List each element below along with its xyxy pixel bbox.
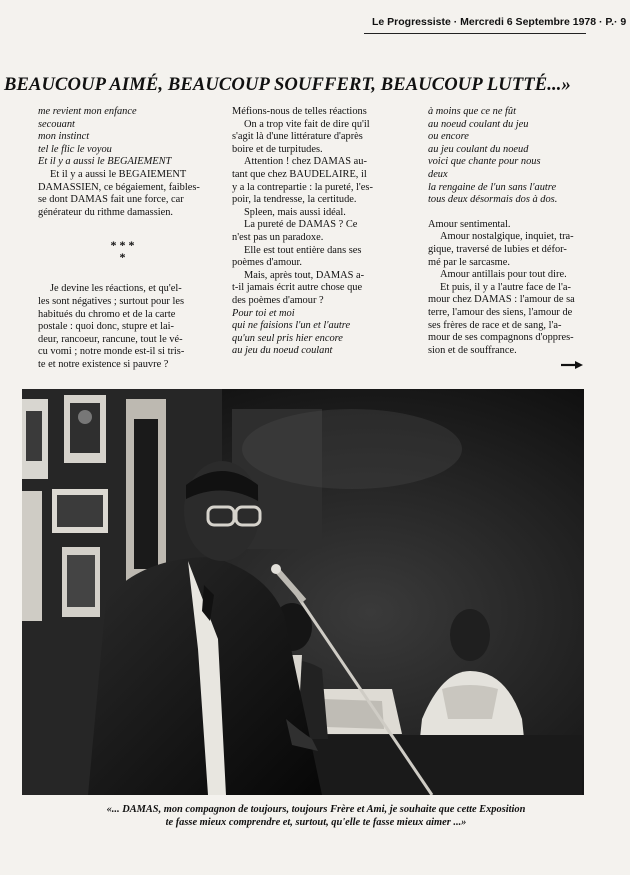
paragraph-line: deur, rancoeur, rancune, tout le vé- xyxy=(38,333,183,345)
verse-line: mon instinct xyxy=(38,131,90,143)
wall-picture xyxy=(22,491,42,621)
paragraph-line: mé par le sarcasme. xyxy=(428,256,510,268)
paragraph-line: terre, l'amour des siens, l'amour de xyxy=(428,306,573,318)
verse-line: Pour toi et moi xyxy=(232,307,295,319)
paragraph-line: sion et de souffrance. xyxy=(428,344,517,356)
column-2 xyxy=(232,106,392,358)
paragraph-line: tant que chez BAUDELAIRE, il xyxy=(232,168,367,180)
verse-line: au jeu du noeud coulant xyxy=(232,345,333,357)
page-header: Le Progressiste · Mercredi 6 Septembre 1978 · P.· 9 xyxy=(372,16,627,28)
paragraph-line: cu vomi ; notre monde est-il si tris- xyxy=(38,346,185,358)
verse-line: tel le flic le voyou xyxy=(38,143,112,155)
paragraph-line: te et notre existence si pauvre ? xyxy=(38,358,169,370)
caption-line: te fasse mieux comprendre et, surtout, qu'elle te fasse mieux aimer ...» xyxy=(165,817,467,828)
paragraph-line: t-il jamais écrit autre chose que xyxy=(232,282,363,294)
paragraph-line: DAMASSIEN, ce bégaiement, faibles- xyxy=(38,181,200,193)
continue-arrow-icon xyxy=(560,357,584,367)
paragraph-line: se dont DAMAS fait une force, car xyxy=(38,194,184,206)
paragraph-line: Je devine les réactions, et qu'el- xyxy=(50,283,182,295)
wall-picture xyxy=(64,395,106,463)
paragraph-line: On a trop vite fait de dire qu'il xyxy=(244,118,370,130)
paragraph-line: s'agit là d'une littérature d'après xyxy=(232,131,363,143)
paragraph-line: les sont négatives ; surtout pour les xyxy=(38,295,185,307)
paragraph-line: gique, traversé de lubies et défor- xyxy=(428,243,567,255)
verse-line: qu'un seul pris hier encore xyxy=(232,332,343,344)
section-stars-top: *** xyxy=(110,238,138,253)
caption-line: «... DAMAS, mon compagnon de toujours, toujours Frère et Ami, je souhaite que cette Exposition xyxy=(106,804,526,815)
verse-line: au jeu coulant du noeud xyxy=(428,143,529,155)
paragraph-line: boire et de turpitudes. xyxy=(232,143,323,155)
section-stars-bottom: * xyxy=(119,250,129,265)
verse-line: Et il y a aussi le BEGAIEMENT xyxy=(38,156,172,168)
verse-line: me revient mon enfance xyxy=(38,106,137,117)
verse-line: la rengaine de l'un sans l'autre xyxy=(428,181,557,193)
verse-line: voici que chante pour nous xyxy=(428,156,541,168)
column-1 xyxy=(38,106,210,372)
paragraph-line: postale : quoi donc, stupre et lai- xyxy=(38,321,174,333)
paragraph-line: Méfions-nous de telles réactions xyxy=(232,106,367,117)
paragraph-line: Mais, après tout, DAMAS a- xyxy=(244,269,365,281)
headline: BEAUCOUP AIMÉ, BEAUCOUP SOUFFERT, BEAUCOUP LUTTÉ...» xyxy=(4,74,571,95)
column-3 xyxy=(428,106,585,357)
verse-line: qui ne faisions l'un et l'autre xyxy=(232,320,351,332)
paragraph-line: La pureté de DAMAS ? Ce xyxy=(244,219,358,231)
verse-line: deux xyxy=(428,168,448,180)
verse-line: tous deux désormais dos à dos. xyxy=(428,194,558,206)
wall-picture xyxy=(62,547,100,617)
paragraph-line: générateur du rithme damassien. xyxy=(38,206,174,218)
paragraph-line: mour de ses compagnons d'oppres- xyxy=(428,332,574,344)
paragraph-line: n'est pas un paradoxe. xyxy=(232,231,324,243)
paragraph-line: Amour antillais pour tout dire. xyxy=(440,269,567,281)
paragraph-line: Et puis, il y a l'autre face de l'a- xyxy=(440,281,571,293)
wall-picture xyxy=(52,489,108,533)
paragraph-line: ses frères de race et de sang, l'a- xyxy=(428,319,562,331)
paragraph-line: poèmes d'amour. xyxy=(232,257,302,269)
paragraph-line: Amour nostalgique, inquiet, tra- xyxy=(440,231,574,243)
verse-line: au noeud coulant du jeu xyxy=(428,118,529,130)
paragraph-line: mour chez DAMAS : l'amour de sa xyxy=(428,294,575,306)
paragraph-line: poir, la tendresse, la certitude. xyxy=(232,194,357,206)
paragraph-line: Attention ! chez DAMAS au- xyxy=(244,156,367,168)
photo-caption xyxy=(56,803,576,829)
verse-line: ou encore xyxy=(428,131,469,143)
paragraph-line: Spleen, mais aussi idéal. xyxy=(244,206,346,218)
paragraph-line: Amour sentimental. xyxy=(428,218,511,230)
header-rule xyxy=(364,33,586,34)
paragraph-line: y a la contrepartie : la pureté, l'es- xyxy=(232,181,373,193)
paragraph-line: Et il y a aussi le BEGAIEMENT xyxy=(50,168,187,180)
paragraph-line: habitués du chromo et de la carte xyxy=(38,308,176,320)
verse-line: à moins que ce ne fût xyxy=(428,106,517,117)
paragraph-line: des poèmes d'amour ? xyxy=(232,294,324,306)
paragraph-line: Elle est tout entière dans ses xyxy=(244,244,362,256)
wall-picture xyxy=(22,399,48,479)
photograph xyxy=(22,389,584,795)
verse-line: secouant xyxy=(38,118,75,130)
